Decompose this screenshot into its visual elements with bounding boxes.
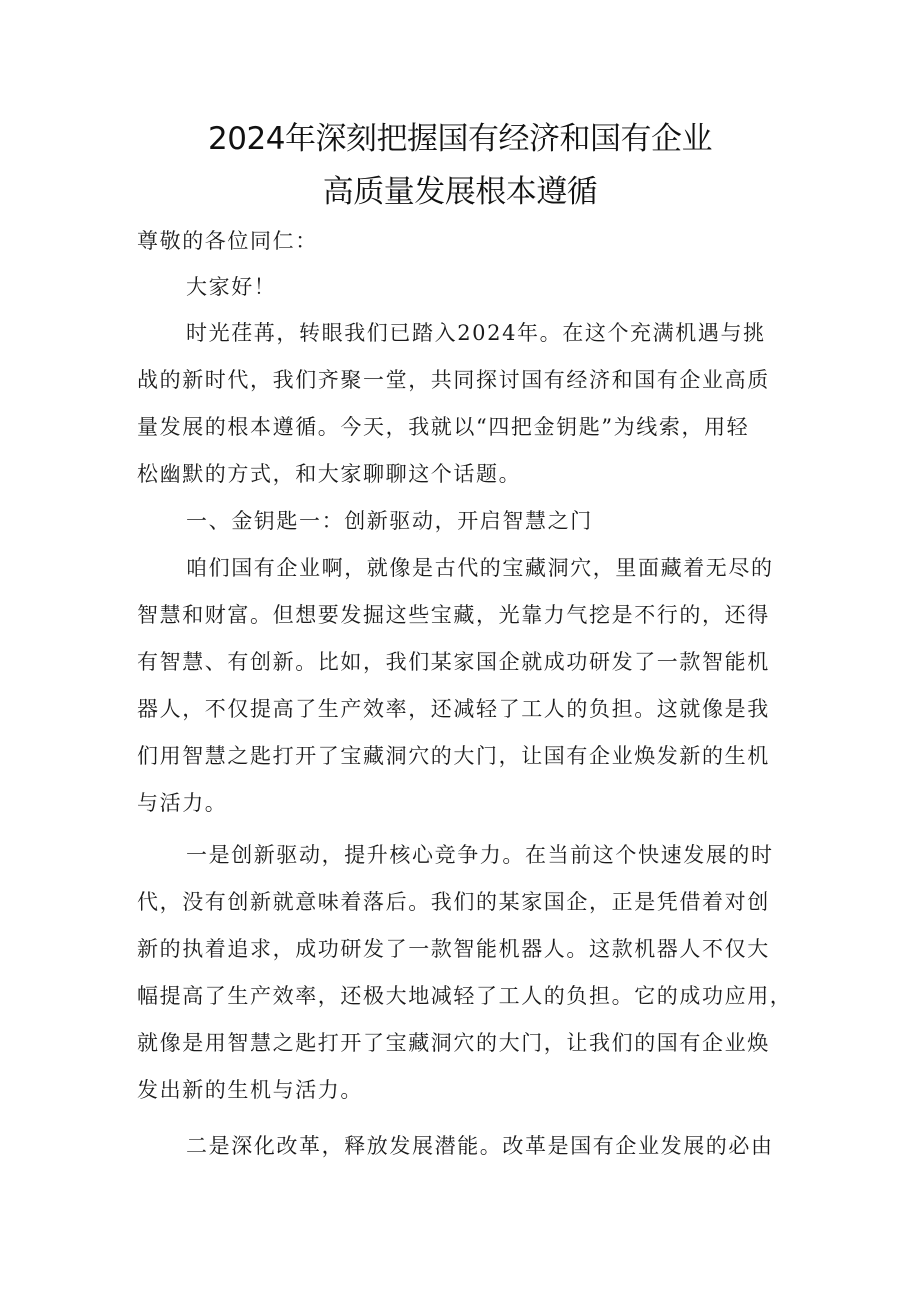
paragraph-3-line: 有智慧、有创新。比如，我们某家国企就成功研发了一款智能机 (137, 650, 770, 674)
salutation: 尊敬的各位同仁： (137, 229, 318, 253)
paragraph-3-line: 智慧和财富。但想要发掘这些宝藏，光靠力气挖是不行的，还得 (137, 603, 770, 627)
paragraph-1-line: 战的新时代，我们齐聚一堂，共同探讨国有经济和国有企业高质 (137, 368, 770, 392)
greeting: 大家好！ (186, 275, 277, 299)
paragraph-4-line: 新的执着追求，成功研发了一款智能机器人。这款机器人不仅大 (137, 937, 770, 961)
paragraph-5-line: 二是深化改革，释放发展潜能。改革是国有企业发展的必由 (186, 1134, 774, 1158)
paragraph-3-line: 与活力。 (137, 791, 228, 815)
paragraph-4-line: 代，没有创新就意味着落后。我们的某家国企，正是凭借着对创 (137, 890, 770, 914)
paragraph-4-line: 就像是用智慧之匙打开了宝藏洞穴的大门，让我们的国有企业焕 (137, 1031, 770, 1055)
paragraph-4-line: 发出新的生机与活力。 (137, 1078, 363, 1102)
paragraph-3-line: 咱们国有企业啊，就像是古代的宝藏洞穴，里面藏着无尽的 (186, 556, 774, 580)
paragraph-4-line: 一是创新驱动，提升核心竞争力。在当前这个快速发展的时 (186, 843, 774, 867)
document-title-line-1: 2024年深刻把握国有经济和国有企业 (208, 121, 712, 157)
paragraph-1-line: 松幽默的方式，和大家聊聊这个话题。 (137, 462, 522, 486)
paragraph-3-line: 器人，不仅提高了生产效率，还减轻了工人的负担。这就像是我 (137, 697, 770, 721)
document-title-line-2: 高质量发展根本遵循 (322, 174, 598, 210)
paragraph-4-line: 幅提高了生产效率，还极大地减轻了工人的负担。它的成功应用， (137, 984, 793, 1008)
paragraph-1-line: 量发展的根本遵循。今天，我就以“四把金钥匙”为线索，用轻 (137, 415, 750, 439)
paragraph-3-line: 们用智慧之匙打开了宝藏洞穴的大门，让国有企业焕发新的生机 (137, 744, 770, 768)
section-heading: 一、金钥匙一：创新驱动，开启智慧之门 (186, 509, 593, 533)
paragraph-1-line: 时光荏苒，转眼我们已踏入2024年。在这个充满机遇与挑 (186, 321, 766, 345)
